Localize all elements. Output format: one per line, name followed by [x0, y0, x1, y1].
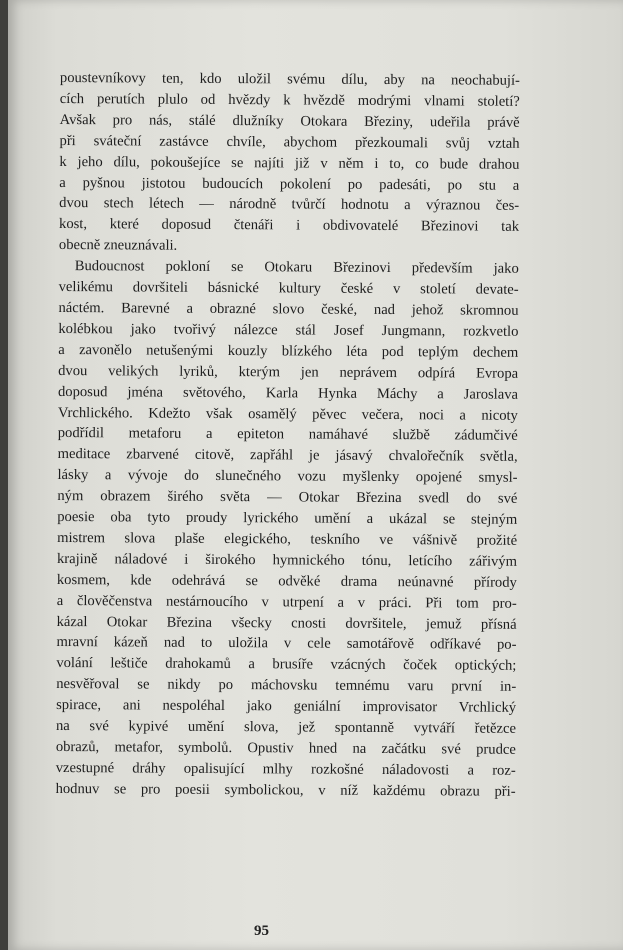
text-line: meditace zbarvené citově, zapřáhl je jásavý chvalořečník světla, [57, 446, 518, 466]
text-line: kosmem, kde odehrává se odvěké drama neúnavné přírody [56, 571, 517, 591]
text-line: hodnuv se pro poesii symbolickou, v níž každému obrazu při- [55, 780, 516, 800]
text-line: mistrem slova plaše elegického, teskního ve vášnivě prožité [57, 529, 518, 549]
text-line: volání leštiče drahokamů a brusíře vzácných čoček optických; [56, 655, 517, 675]
page-number: 95 [254, 923, 269, 939]
book-page [8, 0, 623, 950]
text-line: dvou stech létech — národně tvůrčí hodnotu a výraznou čes- [59, 195, 520, 215]
text-line: k jeho dílu, pokoušejíce se najíti již v něm i to, co bude drahou [59, 153, 520, 173]
text-line: Vrchlického. Kdežto však osamělý pěvec večera, noci a nicoty [57, 404, 518, 424]
text-line: Budoucnost pokloní se Otokaru Březinovi především jako [74, 258, 519, 277]
text-line: spirace, ani nespoléhal jako geniální improvisator Vrchlický [56, 697, 517, 716]
text-line: vzestupné dráhy opalisující mlhy rozkošné náladovosti a roz- [55, 759, 516, 779]
text-line: mravní kázeň nad to uložila v cele samotářově odříkavé po- [56, 634, 517, 654]
paragraph-1 [59, 68, 520, 259]
text-line: náctém. Barevné a obrazné slovo české, nad jehož skromnou [58, 299, 519, 319]
text-line: poesie oba tyto proudy lyrického umění a ukázal se stejným [57, 509, 518, 528]
text-line: cích perutích plulo od hvězdy k hvězdě modrými vlnami století? [59, 90, 520, 110]
text-line: při sváteční zastávce chvíle, abychom přezkoumali svůj vztah [59, 132, 520, 152]
text-line: velikému dovršiteli básnické kultury české v století devate- [58, 279, 519, 298]
text-line: obecně zneuznávali. [58, 237, 178, 254]
text-line: ným obrazem širého světa — Otokar Březina svedl do své [57, 488, 518, 507]
text-line: a zavonělo netušenými kouzly blízkého léta pod teplým dechem [58, 341, 519, 361]
paragraph-2 [56, 256, 519, 802]
text-line: doposud jména světového, Karla Hynka Máchy a Jaroslava [57, 383, 519, 403]
text-line: a člověčenstva nestárnoucího v utrpení a v práci. Při tom pro- [56, 592, 517, 612]
text-line: poustevníkovy ten, kdo uložil svému dílu, aby na neochabují- [59, 69, 520, 89]
text-line: obrazů, metafor, symbolů. Opustiv hned na začátku své prudce [55, 738, 516, 758]
text-line: kolébkou jako tvořivý nálezce stál Josef Jungmann, rozkvetlo [58, 320, 519, 340]
text-line: podřídil metaforu a epiteton namáhavé službě zádumčivé [57, 425, 518, 445]
text-line: nesvěřoval se nikdy po máchovsku temnému varu první in- [56, 676, 517, 696]
body-text [56, 68, 520, 803]
text-line: Avšak pro nás, stálé dlužníky Otokara Březiny, udeřila právě [59, 111, 520, 131]
text-line: lásky a vývoje do slunečného vozu myšlenky opojené smysl- [57, 467, 518, 487]
text-line: na své kypivé umění slova, jež spontanně vytváří řetězce [55, 718, 517, 737]
text-line: dvou velikých lyriků, kterým jen neprávem odpírá Evropa [58, 362, 519, 382]
text-line: kázal Otokar Březina všecky cnosti dovršitele, jemuž přísná [56, 613, 517, 633]
text-line: kost, které doposud čtenáři i obdivovatelé Březinovi tak [58, 216, 520, 236]
text-line: a pyšnou jistotou budoucích pokolení po padesáti, po stu a [59, 174, 520, 194]
text-line: krajině náladové i širokého hymnického tónu, letícího zářivým [56, 550, 518, 570]
